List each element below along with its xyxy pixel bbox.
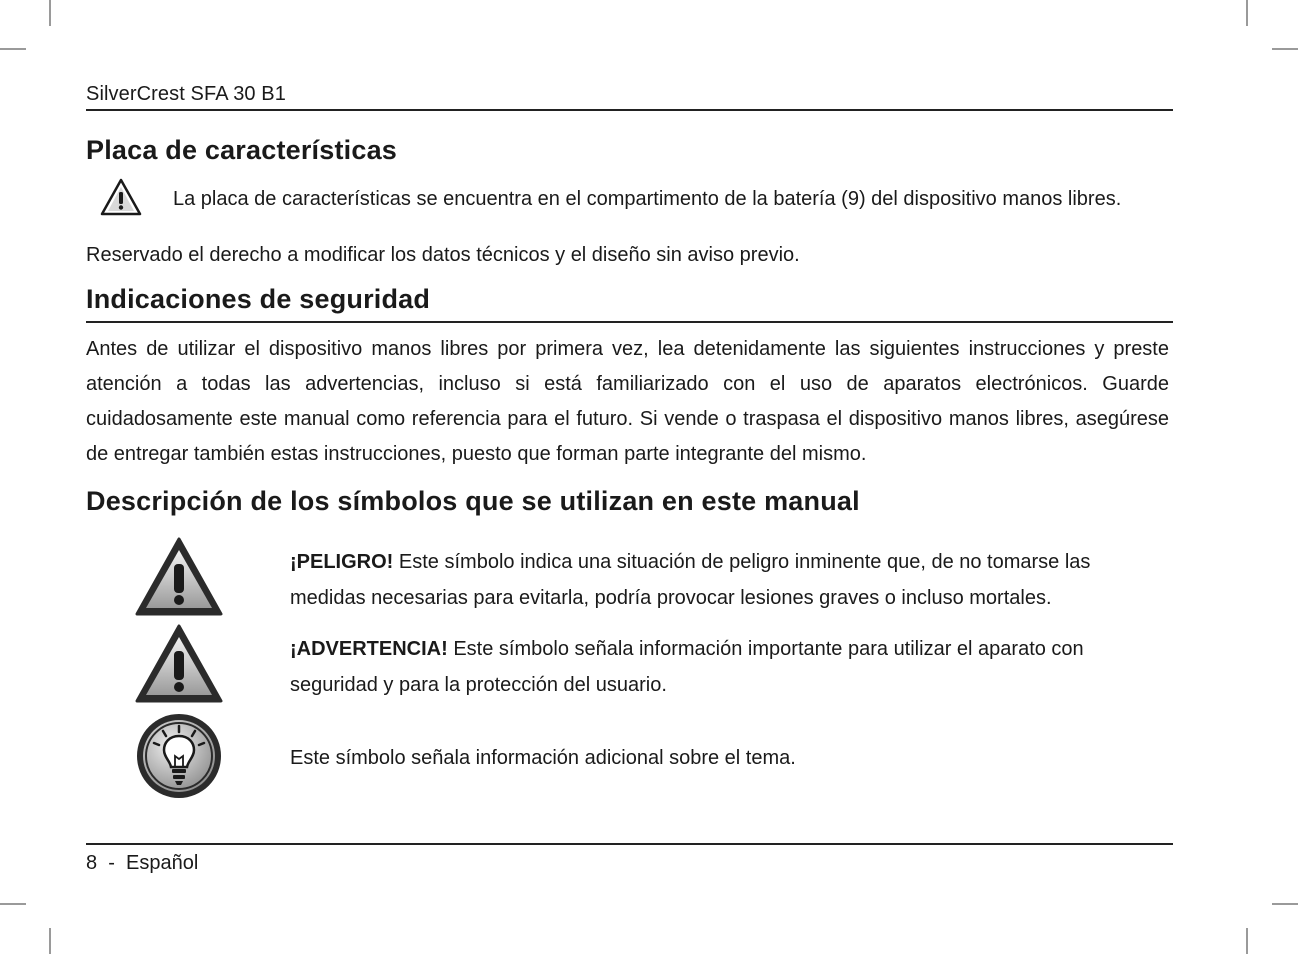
warning-label: ¡ADVERTENCIA! <box>290 638 448 660</box>
danger-label: ¡PELIGRO! <box>290 551 394 573</box>
warning-triangle-icon <box>135 624 223 704</box>
page-number: 8 <box>86 852 98 874</box>
nameplate-note: La placa de características se encuentra en el compartimento de la batería (9) del dispositivo manos libres. <box>173 188 1122 210</box>
crop-mark <box>1246 928 1248 954</box>
running-header: SilverCrest SFA 30 B1 <box>86 83 286 105</box>
footer-separator: - <box>108 852 115 874</box>
section-heading-nameplate: Placa de características <box>86 135 398 165</box>
footer-language: Español <box>126 852 199 874</box>
symbol-description-danger <box>290 544 1170 616</box>
safety-paragraph: Antes de utilizar el dispositivo manos libres por primera vez, lea detenidamente las siguientes instrucciones y preste atención a todas las advertencias, incluso si está familiarizado con el uso de aparatos electrónicos. Guarde cuidadosamente este manual como referencia para el futuro. Si vende o traspasa el dispositivo manos libres, asegúrese de entregar también estas instrucciones, puesto que forman parte integrante del mismo. <box>86 338 1169 465</box>
tip-text: Este símbolo señala información adicional sobre el tema. <box>290 747 796 769</box>
crop-mark <box>1272 903 1298 905</box>
crop-mark <box>49 928 51 954</box>
danger-text: Este símbolo indica una situación de peligro inminente que, de no tomarse las medidas necesarias para evitarla, podría provocar lesiones graves o incluso mortales. <box>290 551 1091 609</box>
danger-triangle-icon <box>135 537 223 617</box>
page-footer <box>86 852 198 875</box>
disclaimer-text: Reservado el derecho a modificar los datos técnicos y el diseño sin aviso previo. <box>86 244 800 266</box>
crop-mark <box>0 903 26 905</box>
header-rule <box>86 109 1173 111</box>
warning-text: Este símbolo señala información importante para utilizar el aparato con seguridad y para la protección del usuario. <box>290 638 1084 696</box>
symbol-description-tip <box>290 740 1170 776</box>
section-rule <box>86 321 1173 323</box>
footer-rule <box>86 843 1173 845</box>
crop-mark <box>49 0 51 26</box>
crop-mark <box>1272 48 1298 50</box>
lightbulb-icon <box>135 712 223 800</box>
section-heading-symbols: Descripción de los símbolos que se utilizan en este manual <box>86 486 860 516</box>
symbol-description-warning <box>290 631 1170 703</box>
warning-triangle-icon <box>100 178 142 216</box>
crop-mark <box>1246 0 1248 26</box>
section-heading-safety: Indicaciones de seguridad <box>86 284 431 314</box>
crop-mark <box>0 48 26 50</box>
